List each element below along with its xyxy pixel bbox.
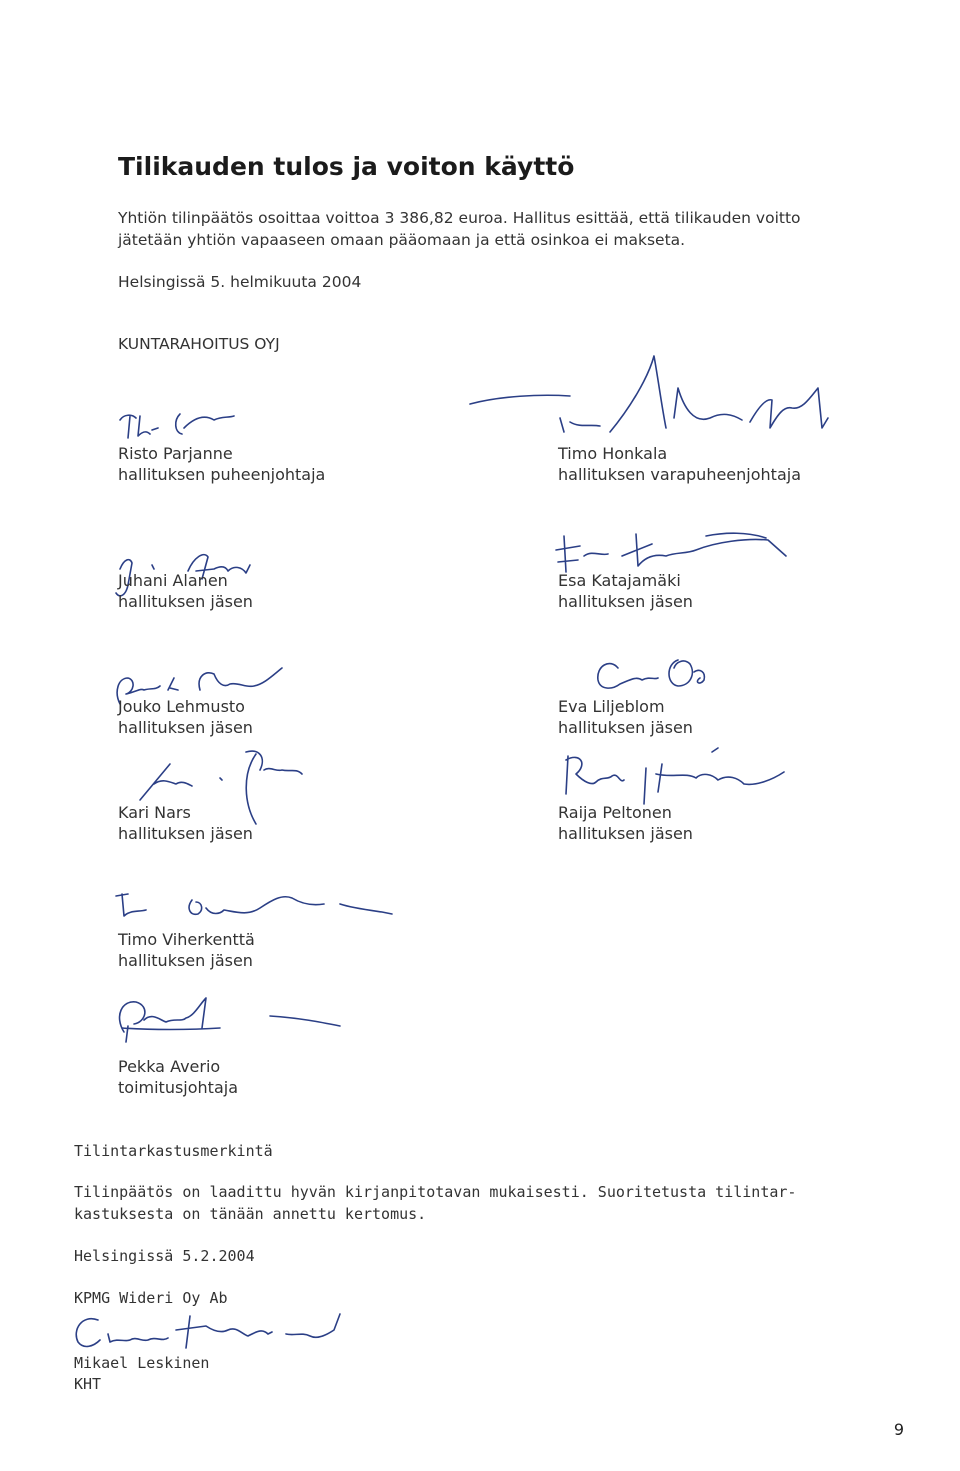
page-number: 9 bbox=[893, 1420, 904, 1439]
company-name: KUNTARAHOITUS OYJ bbox=[118, 335, 280, 353]
signature-eva-liljeblom bbox=[590, 650, 740, 700]
signatory-role-9: hallituksen jäsen bbox=[118, 951, 253, 970]
signatory-role-6: hallituksen jäsen bbox=[558, 718, 693, 737]
signatory-name-5: Jouko Lehmusto bbox=[118, 697, 245, 716]
signatory-name-7: Kari Nars bbox=[118, 803, 191, 822]
signatory-role-1: hallituksen puheenjohtaja bbox=[118, 465, 326, 484]
signatory-role-5: hallituksen jäsen bbox=[118, 718, 253, 737]
page-title: Tilikauden tulos ja voiton käyttö bbox=[118, 152, 575, 181]
signatory-name-6: Eva Liljeblom bbox=[558, 697, 665, 716]
signature-timo-viherkentta bbox=[112, 880, 412, 930]
place-date: Helsingissä 5. helmikuuta 2004 bbox=[118, 273, 362, 291]
signatory-name-4: Esa Katajamäki bbox=[558, 571, 681, 590]
signatory-name-9: Timo Viherkenttä bbox=[118, 930, 255, 949]
audit-firm: KPMG Wideri Oy Ab bbox=[74, 1289, 228, 1307]
signature-pekka-averio bbox=[110, 992, 360, 1052]
result-paragraph-line-2: jätetään yhtiön vapaaseen omaan pääomaan ja että osinkoa ei makseta. bbox=[118, 231, 686, 249]
audit-heading: Tilintarkastusmerkintä bbox=[74, 1142, 273, 1160]
signature-mikael-leskinen bbox=[72, 1300, 362, 1360]
signatory-name-1: Risto Parjanne bbox=[118, 444, 233, 463]
audit-text-line-1: Tilinpäätös on laadittu hyvän kirjanpitotavan mukaisesti. Suoritetusta tilintar- bbox=[74, 1183, 797, 1201]
signatory-name-8: Raija Peltonen bbox=[558, 803, 672, 822]
signatory-role-2: hallituksen varapuheenjohtaja bbox=[558, 465, 801, 484]
audit-place-date: Helsingissä 5.2.2004 bbox=[74, 1247, 255, 1265]
signatory-role-10: toimitusjohtaja bbox=[118, 1078, 238, 1097]
signature-risto-parjanne bbox=[118, 386, 248, 446]
signature-timo-honkala bbox=[470, 348, 870, 458]
result-paragraph-line-1: Yhtiön tilinpäätös osoittaa voittoa 3 386,82 euroa. Hallitus esittää, että tilikauden voitto bbox=[118, 209, 801, 227]
signatory-name-10: Pekka Averio bbox=[118, 1057, 221, 1076]
signatory-role-4: hallituksen jäsen bbox=[558, 592, 693, 611]
auditor-name: Mikael Leskinen bbox=[74, 1354, 210, 1372]
signatory-role-3: hallituksen jäsen bbox=[118, 592, 253, 611]
signatory-role-8: hallituksen jäsen bbox=[558, 824, 693, 843]
signatory-name-3: Juhani Alanen bbox=[118, 571, 228, 590]
audit-text-line-2: kastuksesta on tänään annettu kertomus. bbox=[74, 1205, 427, 1223]
auditor-title: KHT bbox=[74, 1375, 102, 1393]
signatory-role-7: hallituksen jäsen bbox=[118, 824, 253, 843]
signatory-name-2: Timo Honkala bbox=[558, 444, 668, 463]
